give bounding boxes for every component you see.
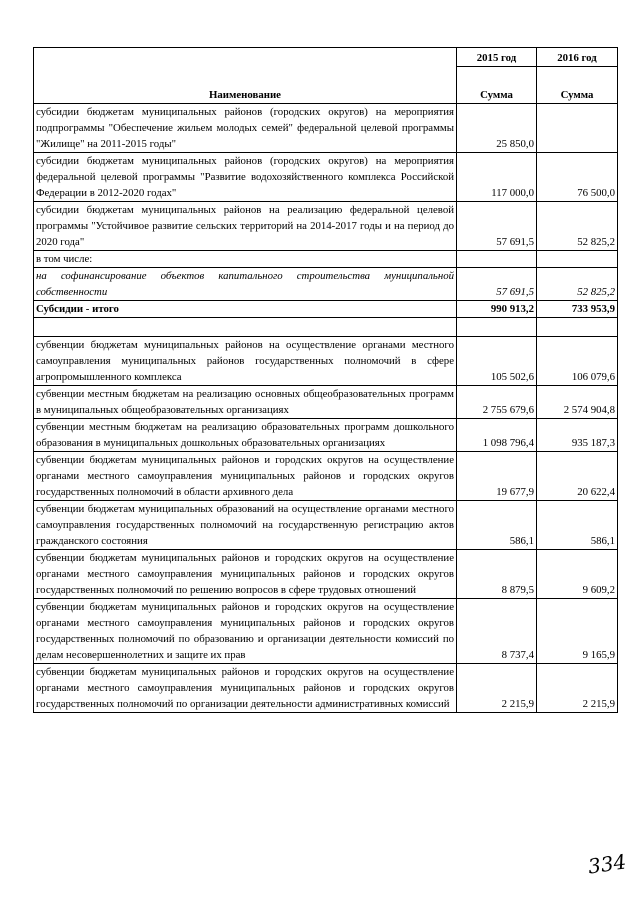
row-value-2016: 20 622,4 — [537, 452, 618, 501]
table-row — [34, 386, 618, 419]
row-value-2016: 52 825,2 — [537, 202, 618, 251]
row-name: субвенции бюджетам муниципальных районов и городских округов на осуществление органами местного самоуправления муниципальных районов и городских округов государственных полномочий по решению вопросов в сфере трудовых отношений — [34, 550, 457, 599]
row-value-2016: 76 500,0 — [537, 153, 618, 202]
row-value-2015: 105 502,6 — [457, 337, 537, 386]
table-row — [34, 202, 618, 251]
row-value-2015: 57 691,5 — [457, 268, 537, 301]
row-name: субвенции местным бюджетам на реализацию основных общеобразовательных программ в муниципальных общеобразовательных организациях — [34, 386, 457, 419]
table-row — [34, 599, 618, 664]
header-row — [34, 48, 618, 67]
row-name: субвенции местным бюджетам на реализацию образовательных программ дошкольного образования в муниципальных дошкольных образовательных организациях — [34, 419, 457, 452]
row-value-2016 — [537, 251, 618, 268]
table-row — [34, 664, 618, 713]
row-value-2015: 990 913,2 — [457, 301, 537, 318]
handwritten-page-number: 334 — [586, 849, 628, 879]
table-row — [34, 268, 618, 301]
row-value-2016 — [537, 104, 618, 153]
row-value-2015 — [457, 251, 537, 268]
row-value-2016: 9 609,2 — [537, 550, 618, 599]
row-value-2015: 2 755 679,6 — [457, 386, 537, 419]
column-subheader-2016: Сумма — [537, 67, 618, 104]
row-name: Субсидии - итого — [34, 301, 457, 318]
row-value-2015: 8 879,5 — [457, 550, 537, 599]
row-value-2016: 106 079,6 — [537, 337, 618, 386]
row-value-2016: 52 825,2 — [537, 268, 618, 301]
row-value-2015: 25 850,0 — [457, 104, 537, 153]
row-name: субвенции бюджетам муниципальных районов и городских округов на осуществление органами местного самоуправления муниципальных районов и городских округов государственных полномочий в области архивного дела — [34, 452, 457, 501]
column-header-name: Наименование — [34, 48, 457, 104]
row-name: субвенции бюджетам муниципальных районов и городских округов на осуществление органами местного самоуправления муниципальных районов и городских округов государственных полномочий по организации деятельности административных комиссий — [34, 664, 457, 713]
row-value-2015: 586,1 — [457, 501, 537, 550]
row-value-2016: 2 574 904,8 — [537, 386, 618, 419]
row-name: на софинансирование объектов капитального строительства муниципальной собственности — [34, 268, 457, 301]
column-header-2016: 2016 год — [537, 48, 618, 67]
empty-cell — [537, 318, 618, 337]
row-value-2015: 57 691,5 — [457, 202, 537, 251]
row-value-2015: 2 215,9 — [457, 664, 537, 713]
table-row — [34, 419, 618, 452]
table-row — [34, 501, 618, 550]
table-row — [34, 337, 618, 386]
table-row — [34, 153, 618, 202]
table-row — [34, 452, 618, 501]
row-value-2016: 586,1 — [537, 501, 618, 550]
budget-table — [33, 47, 618, 713]
row-value-2015: 19 677,9 — [457, 452, 537, 501]
table-row — [34, 104, 618, 153]
row-name: субсидии бюджетам муниципальных районов (городских округов) на мероприятия федеральной целевой программы "Развитие водохозяйственного комплекса Российской Федерации в 2012-2020 годах" — [34, 153, 457, 202]
row-value-2016: 2 215,9 — [537, 664, 618, 713]
row-value-2016: 935 187,3 — [537, 419, 618, 452]
row-name: субсидии бюджетам муниципальных районов на реализацию федеральной целевой программы "Устойчивое развитие сельских территорий на 2014-2017 годы и на период до 2020 года" — [34, 202, 457, 251]
row-name: субвенции бюджетам муниципальных районов на осуществление органами местного самоуправления муниципальных районов государственных полномочий в сфере агропромышленного комплекса — [34, 337, 457, 386]
row-name: субвенции бюджетам муниципальных образований на осуществление органами местного самоуправления государственных полномочий на государственную регистрацию актов гражданского состояния — [34, 501, 457, 550]
table-row — [34, 550, 618, 599]
column-subheader-2015: Сумма — [457, 67, 537, 104]
row-value-2016: 9 165,9 — [537, 599, 618, 664]
row-value-2015: 1 098 796,4 — [457, 419, 537, 452]
row-value-2015: 8 737,4 — [457, 599, 537, 664]
row-name: субвенции бюджетам муниципальных районов и городских округов на осуществление органами местного самоуправления муниципальных районов и городских округов государственных полномочий по образованию и организации деятельности комиссий по делам несовершеннолетних и защите их прав — [34, 599, 457, 664]
row-name: в том числе: — [34, 251, 457, 268]
subtotal-row — [34, 301, 618, 318]
empty-cell — [34, 318, 457, 337]
column-header-2015: 2015 год — [457, 48, 537, 67]
empty-row — [34, 318, 618, 337]
row-name: субсидии бюджетам муниципальных районов (городских округов) на мероприятия подпрограммы "Обеспечение жильем молодых семей" федеральной целевой программы "Жилище" на 2011-2015 годы" — [34, 104, 457, 153]
empty-cell — [457, 318, 537, 337]
row-value-2016: 733 953,9 — [537, 301, 618, 318]
row-value-2015: 117 000,0 — [457, 153, 537, 202]
table-row — [34, 251, 618, 268]
